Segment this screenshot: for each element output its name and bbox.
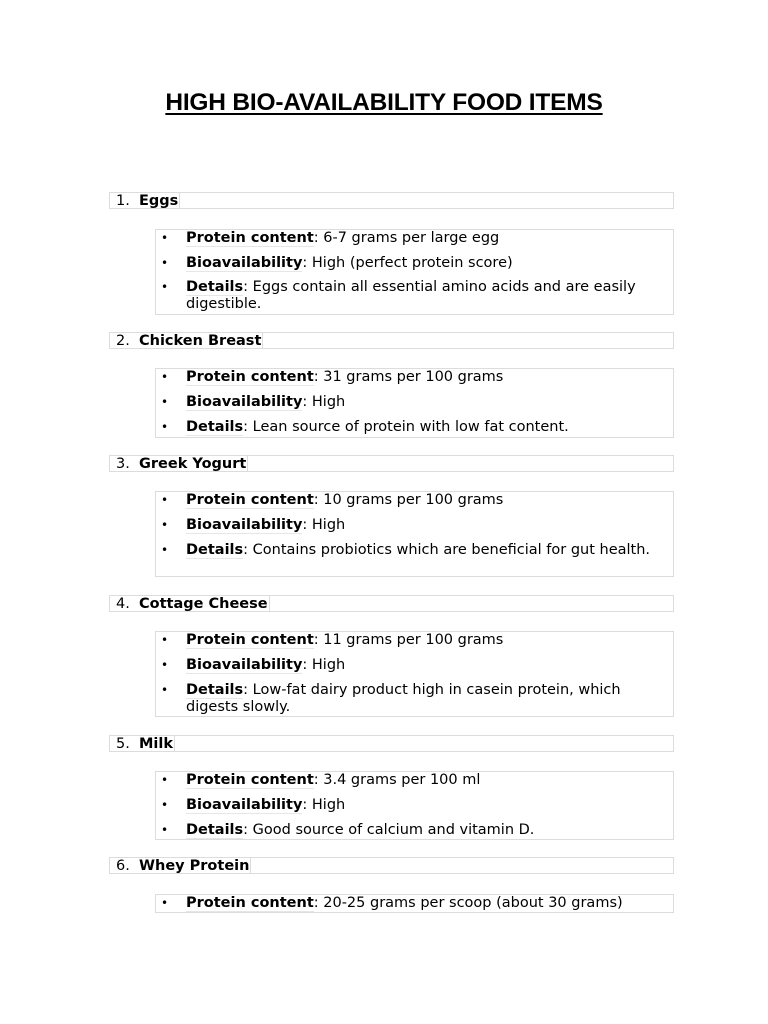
item-details-box: [155, 631, 674, 717]
item-number: 3.: [116, 456, 130, 472]
details-value: : Good source of calcium and vitamin D.: [243, 822, 535, 838]
item-number: 4.: [116, 596, 130, 612]
protein-value: : 20-25 grams per scoop (about 30 grams): [313, 895, 623, 911]
protein-label: Protein content: [186, 772, 314, 788]
protein-value: : 6-7 grams per large egg: [313, 230, 500, 246]
bullet-icon: •: [161, 256, 169, 270]
bullet-icon: •: [161, 231, 169, 245]
details-label: Details: [186, 682, 244, 698]
item-details-box: [155, 229, 674, 315]
item-details-box: [155, 771, 674, 840]
bullet-icon: •: [161, 823, 169, 837]
protein-value: : 10 grams per 100 grams: [313, 492, 504, 508]
bioavailability-label: Bioavailability: [186, 657, 303, 673]
protein-value: : 3.4 grams per 100 ml: [313, 772, 481, 788]
item-details-box: [155, 894, 674, 913]
bioavailability-value: : High: [302, 394, 346, 410]
protein-label: Protein content: [186, 230, 314, 246]
bullet-icon: •: [161, 370, 169, 384]
bioavailability-value: : High: [302, 657, 346, 673]
list-item-milk: [109, 735, 674, 752]
bullet-icon: •: [161, 280, 169, 294]
item-name: Cottage Cheese: [139, 596, 268, 612]
list-item-chicken-breast: [109, 332, 674, 349]
bullet-icon: •: [161, 518, 169, 532]
details-label: Details: [186, 279, 244, 295]
protein-label: Protein content: [186, 369, 314, 385]
item-number: 6.: [116, 858, 130, 874]
bullet-icon: •: [161, 493, 169, 507]
bullet-icon: •: [161, 543, 169, 557]
bioavailability-value: : High (perfect protein score): [302, 255, 513, 271]
protein-label: Protein content: [186, 895, 314, 911]
item-name: Eggs: [139, 193, 179, 209]
protein-value: : 31 grams per 100 grams: [313, 369, 504, 385]
item-number: 5.: [116, 736, 130, 752]
document-title: HIGH BIO-AVAILABILITY FOOD ITEMS: [165, 89, 603, 116]
details-label: Details: [186, 542, 244, 558]
details-label: Details: [186, 822, 244, 838]
item-name: Greek Yogurt: [139, 456, 247, 472]
bioavailability-label: Bioavailability: [186, 797, 303, 813]
bioavailability-label: Bioavailability: [186, 394, 303, 410]
details-value: : Contains probiotics which are beneficial for gut health.: [243, 542, 651, 558]
details-value: : Low-fat dairy product high in casein protein, which digests slowly.: [186, 682, 621, 715]
item-name: Milk: [139, 736, 174, 752]
bullet-icon: •: [161, 420, 169, 434]
bullet-icon: •: [161, 683, 169, 697]
item-number: 2.: [116, 333, 130, 349]
bioavailability-value: : High: [302, 517, 346, 533]
details-label: Details: [186, 419, 244, 435]
bullet-icon: •: [161, 896, 169, 910]
item-number: 1.: [116, 193, 130, 209]
item-details-box: [155, 368, 674, 438]
bioavailability-value: : High: [302, 797, 346, 813]
list-item-whey-protein: [109, 857, 674, 874]
bullet-icon: •: [161, 633, 169, 647]
list-item-eggs: [109, 192, 674, 209]
bioavailability-label: Bioavailability: [186, 255, 303, 271]
protein-value: : 11 grams per 100 grams: [313, 632, 504, 648]
details-value: : Lean source of protein with low fat content.: [243, 419, 569, 435]
list-item-greek-yogurt: [109, 455, 674, 472]
bioavailability-label: Bioavailability: [186, 517, 303, 533]
item-name: Chicken Breast: [139, 333, 262, 349]
list-item-cottage-cheese: [109, 595, 674, 612]
bullet-icon: •: [161, 773, 169, 787]
bullet-icon: •: [161, 395, 169, 409]
protein-label: Protein content: [186, 492, 314, 508]
item-details-box: [155, 491, 674, 577]
bullet-icon: •: [161, 658, 169, 672]
details-value: : Eggs contain all essential amino acids and are easily digestible.: [186, 279, 636, 312]
item-name: Whey Protein: [139, 858, 250, 874]
bullet-icon: •: [161, 798, 169, 812]
protein-label: Protein content: [186, 632, 314, 648]
